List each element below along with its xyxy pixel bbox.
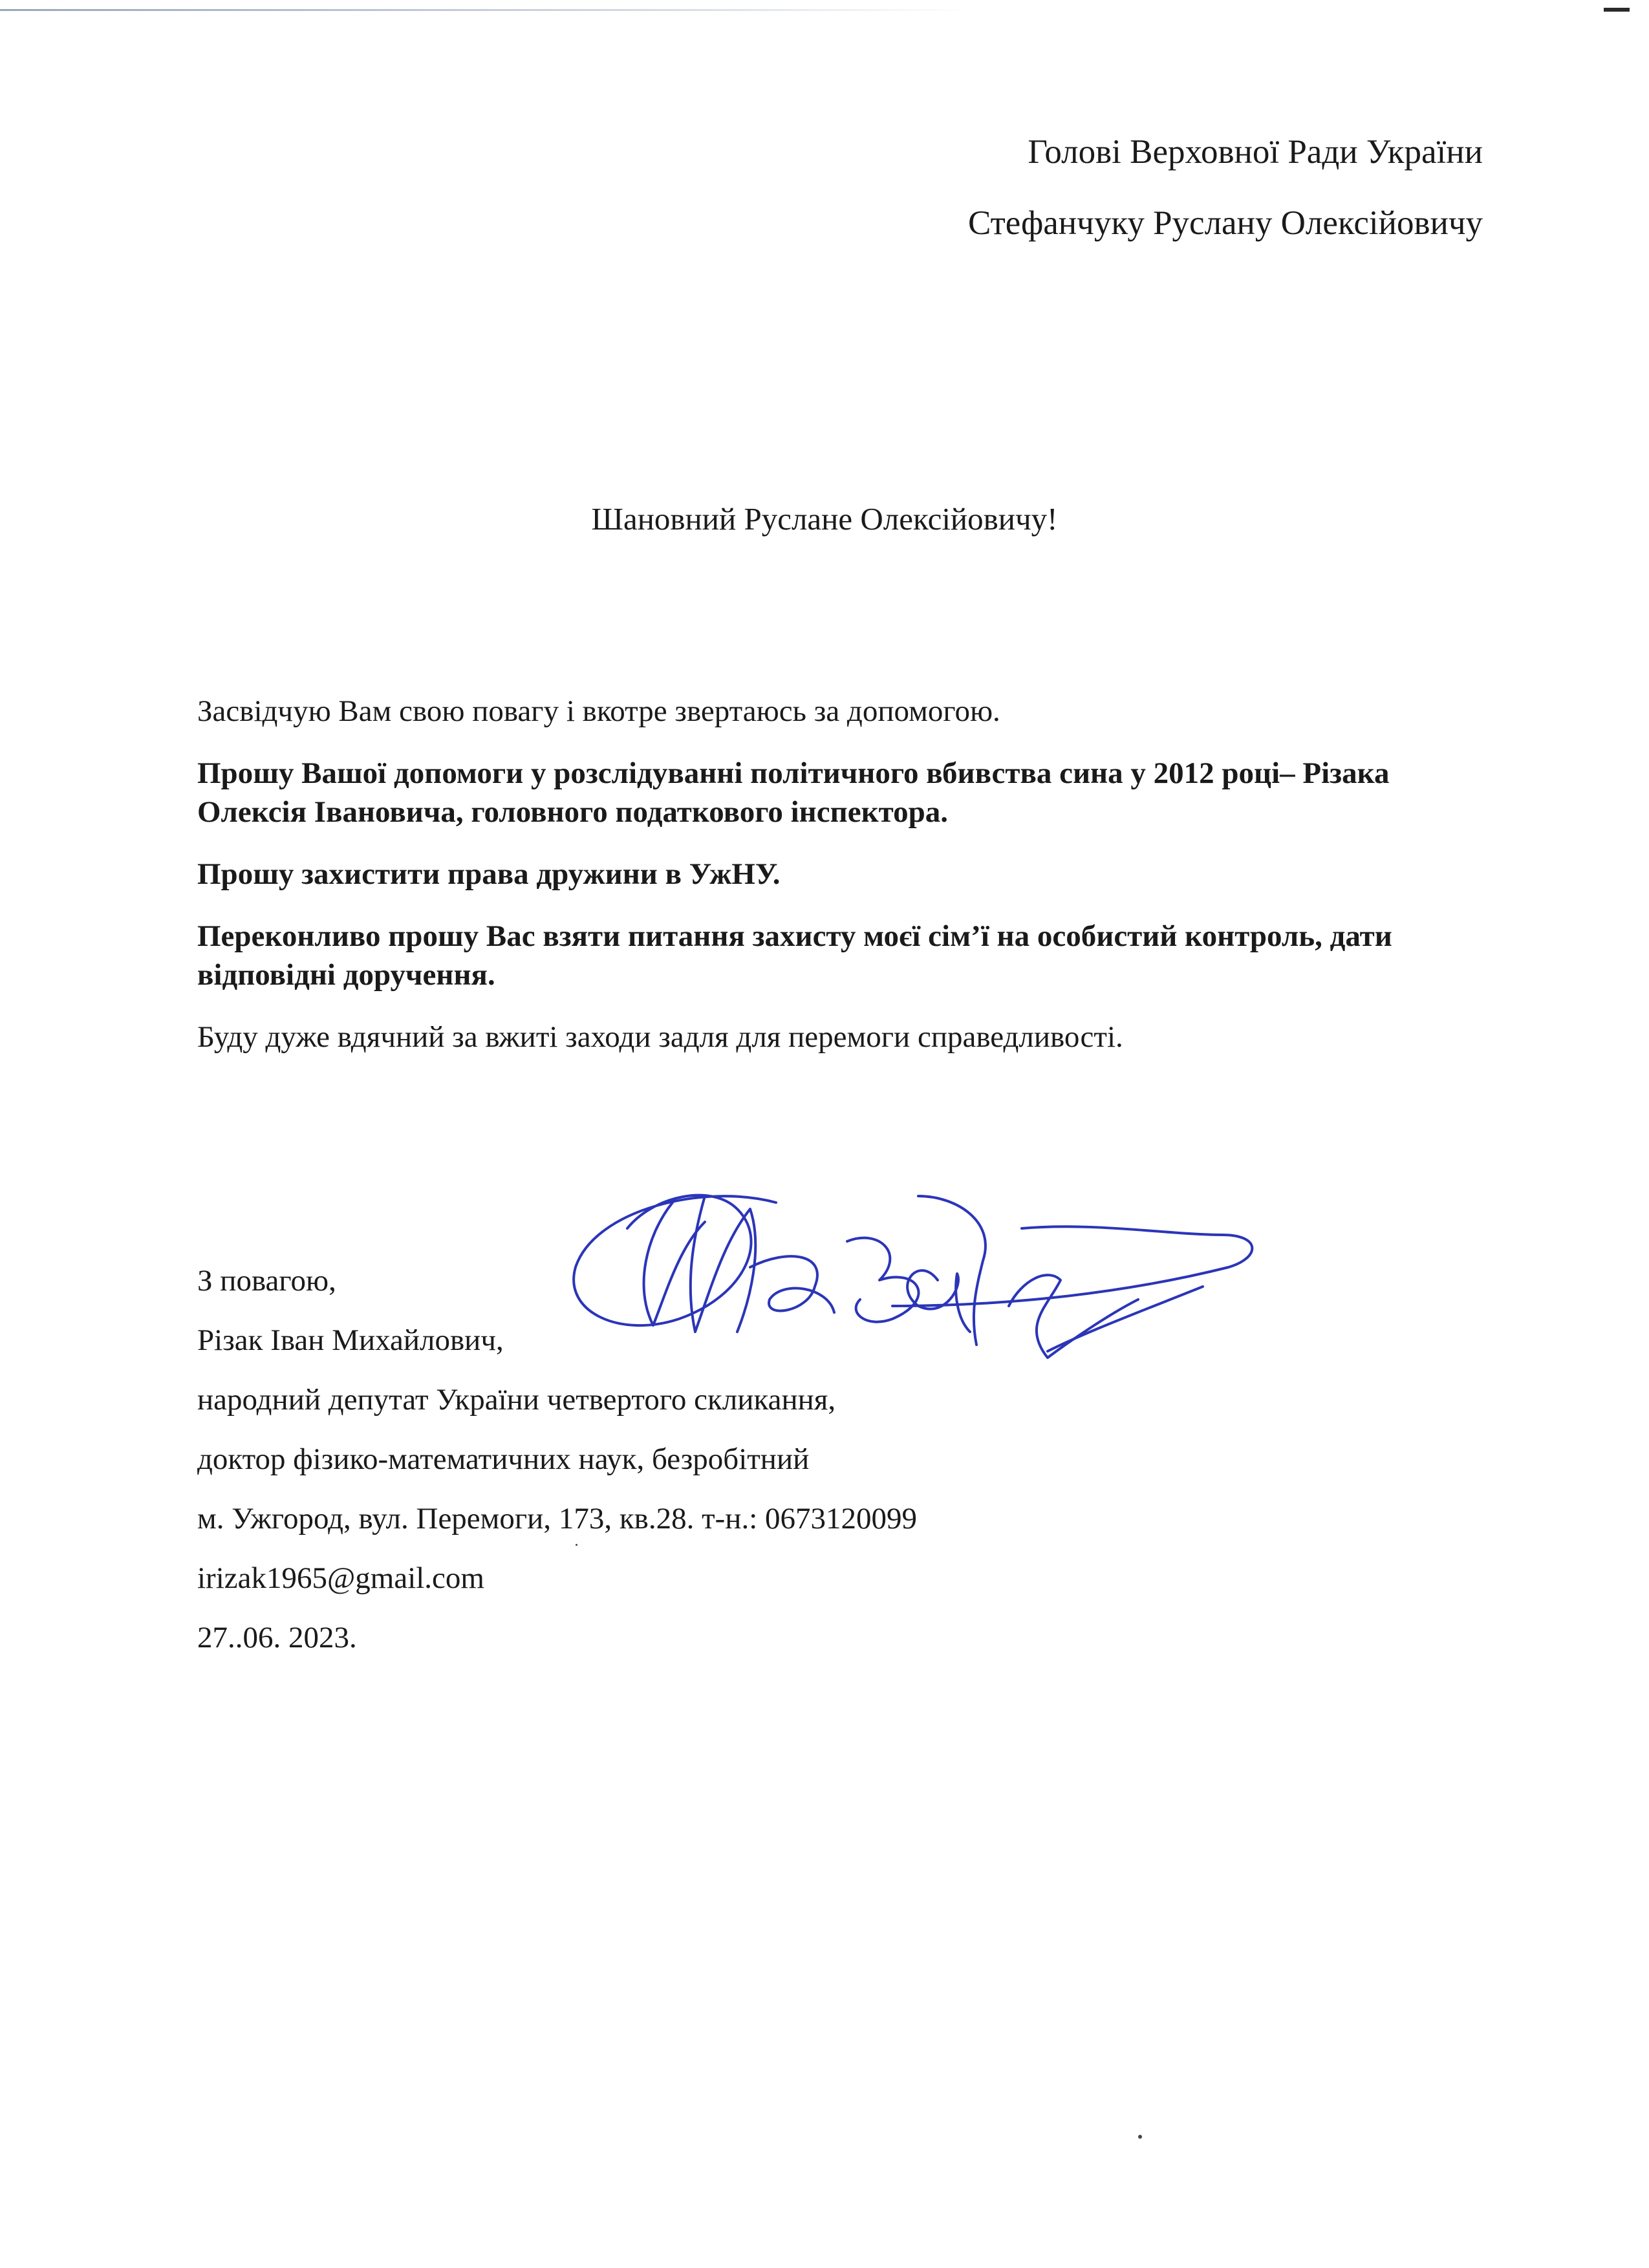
scan-speck	[1138, 2135, 1142, 2139]
body-paragraph-respect: Засвідчую Вам свою повагу і вкотре звертаюсь за допомогою.	[197, 694, 1000, 728]
salutation: Шановний Руслане Олексійовичу!	[591, 501, 1058, 537]
body-paragraph-investigation: Прошу Вашої допомоги у розслідуванні політичного вбивства сина у 2012 році– Різака Олексія Івановича, головного податкового інспектора.	[197, 756, 1390, 829]
scan-mark	[1604, 8, 1630, 12]
handwritten-signature	[556, 1157, 1267, 1403]
closing-email: irizak1965@gmail.com	[197, 1561, 484, 1595]
closing-title: народний депутат України четвертого скликання,	[197, 1383, 836, 1417]
closing-degree: доктор фізико-математичних наук, безробітний	[197, 1442, 810, 1476]
scan-edge-line	[0, 9, 970, 11]
letter-body	[197, 692, 1491, 1080]
closing-address: м. Ужгород, вул. Перемоги, 173, кв.28. т-н.: 0673120099	[197, 1502, 918, 1535]
body-paragraph-family-protection: Переконливо прошу Вас взяти питання захисту моєї сім’ї на особистий контроль, дати відповідні доручення.	[197, 919, 1392, 992]
closing-name: Різак Іван Михайлович,	[197, 1323, 504, 1357]
body-paragraph-wife-rights: Прошу захистити права дружини в УжНУ.	[197, 857, 781, 891]
addressee-line-2: Стефанчуку Руслану Олексійовичу	[967, 204, 1483, 242]
addressee-line-1: Голові Верховної Ради України	[1028, 133, 1483, 171]
closing-regards: З повагою,	[197, 1264, 336, 1298]
body-paragraph-gratitude: Буду дуже вдячний за вжиті заходи задля для перемоги справедливості.	[197, 1020, 1123, 1054]
addressee-block	[968, 116, 1483, 259]
closing-date: 27..06. 2023.	[197, 1621, 357, 1654]
scan-speck	[576, 1544, 577, 1546]
